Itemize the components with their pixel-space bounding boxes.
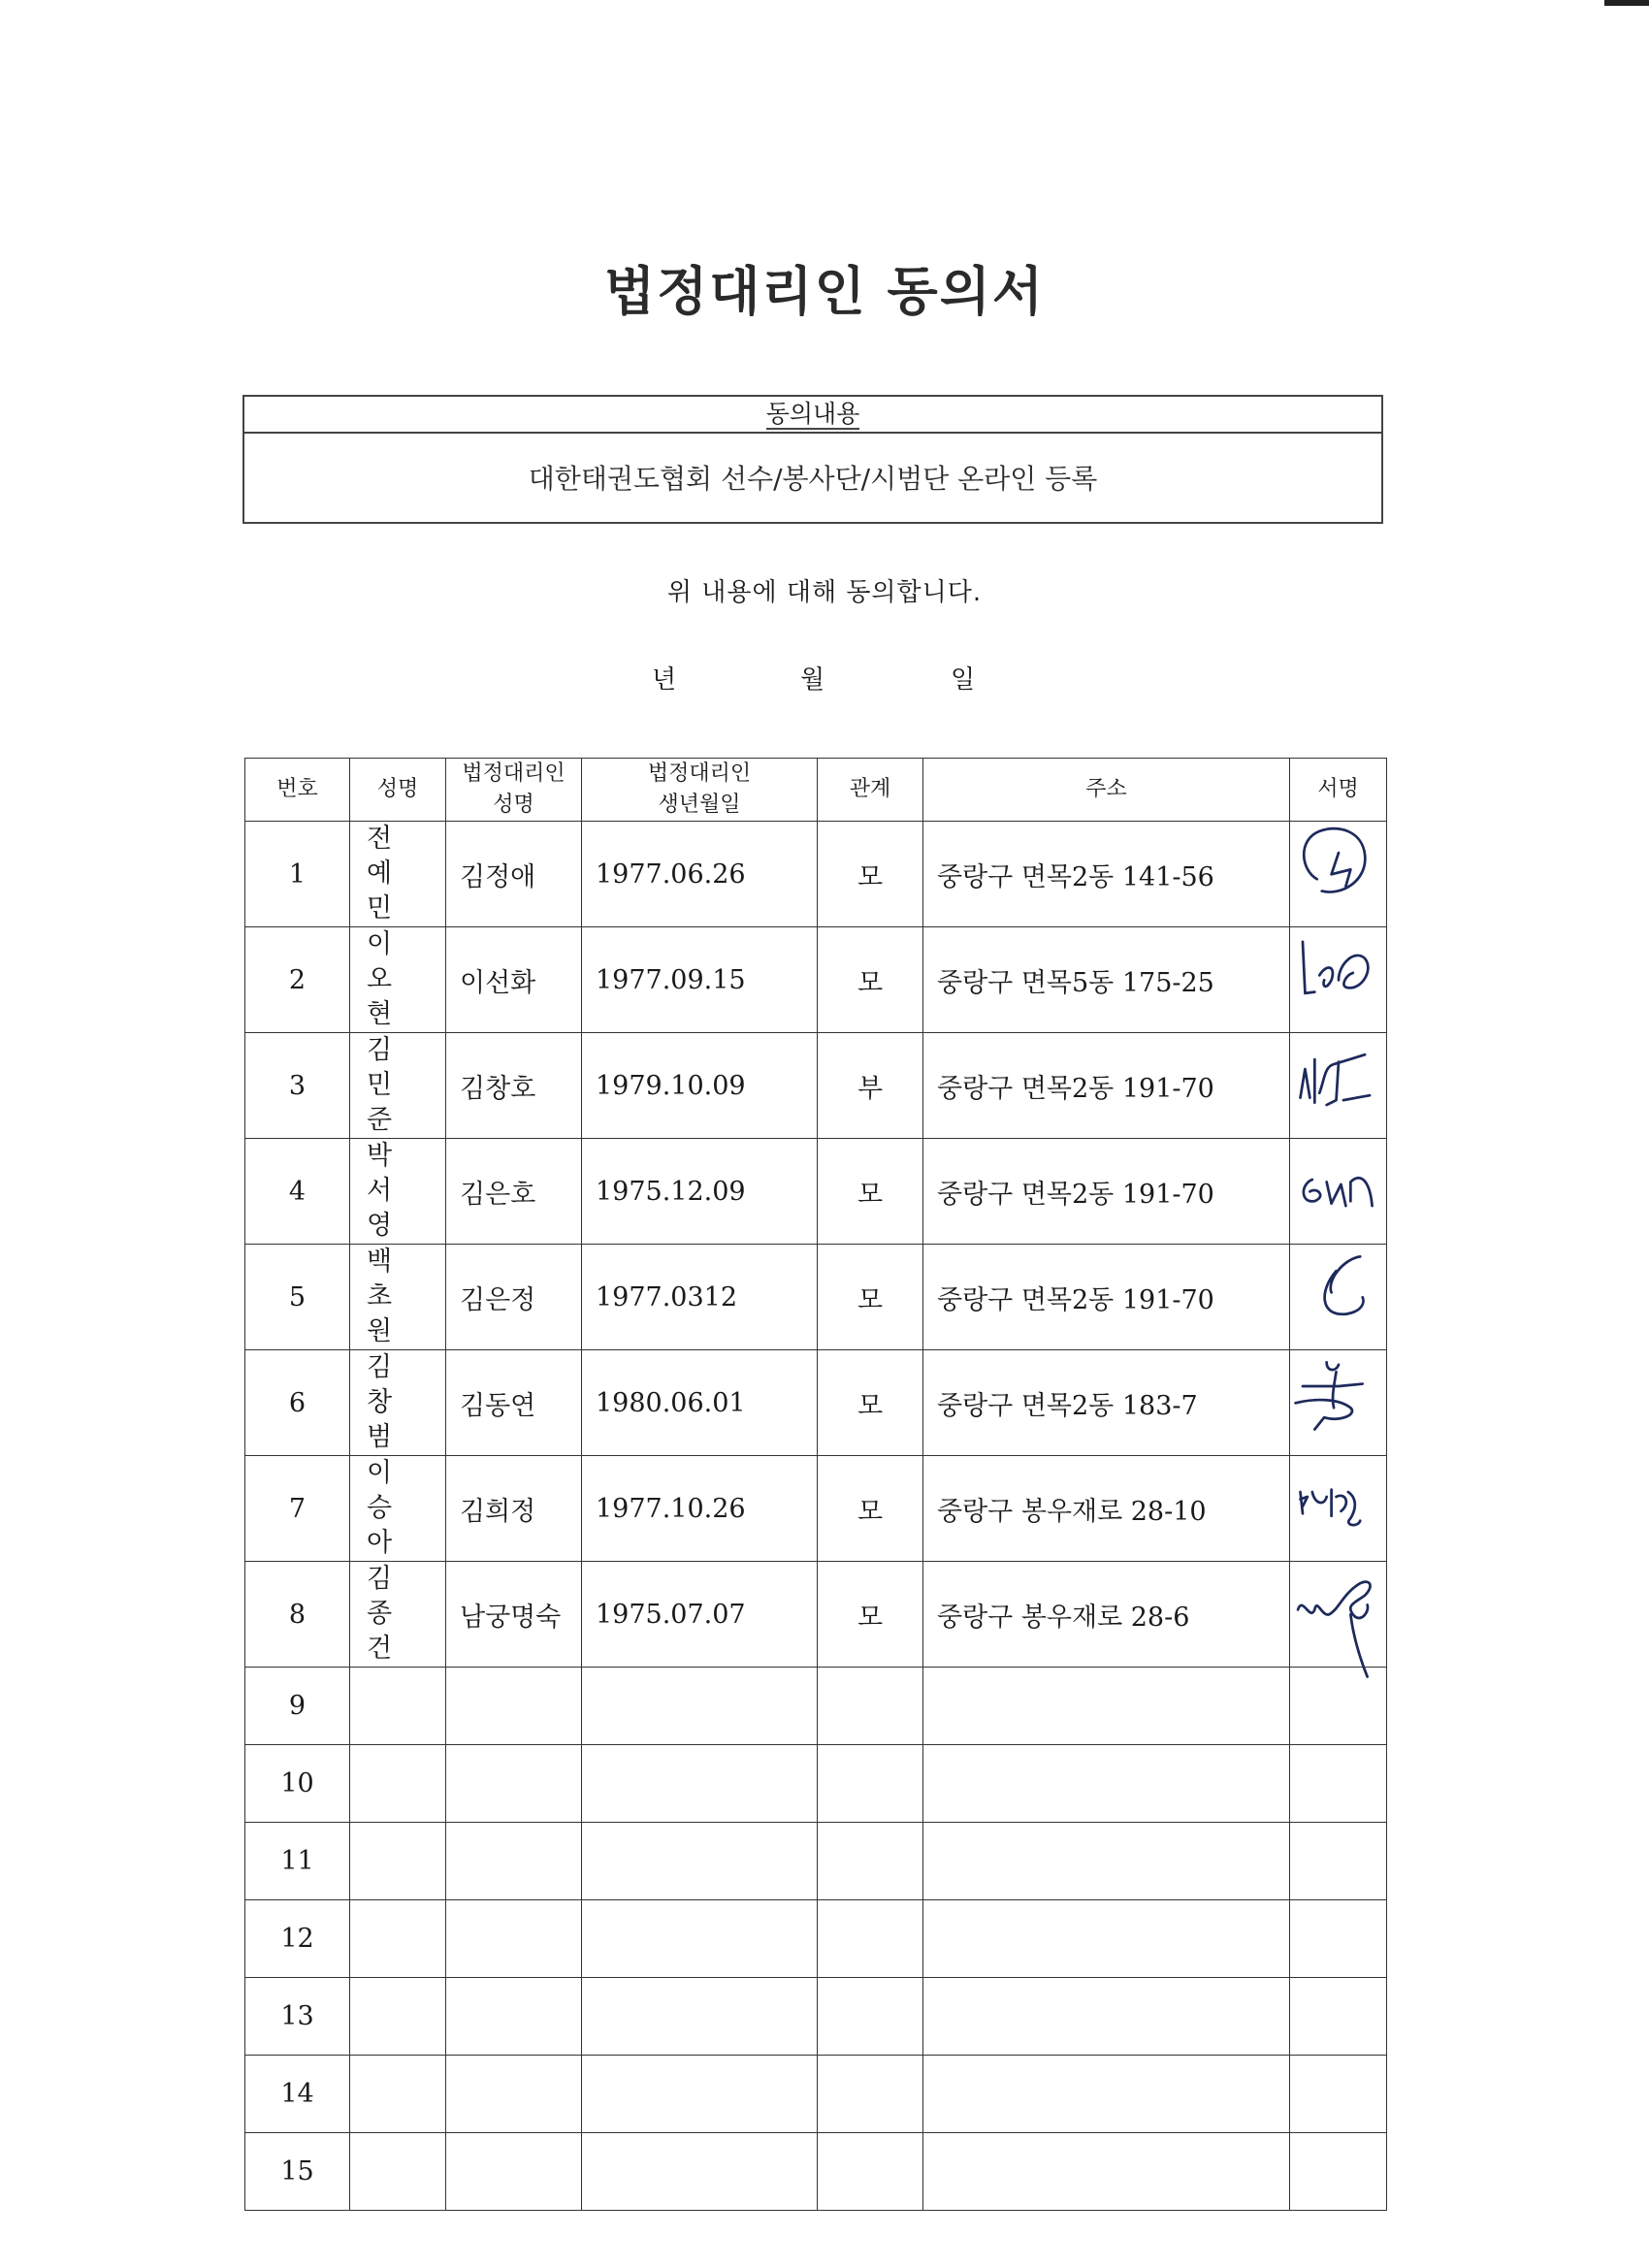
row-number: 13 — [245, 1978, 350, 2056]
row-name — [350, 1139, 446, 1245]
row-signature — [1290, 1978, 1387, 2056]
row-rep-birth — [582, 1823, 818, 1900]
row-address: 중랑구 면목5동 175-25 — [923, 927, 1290, 1033]
row-name — [350, 927, 446, 1033]
date-month-label: 월 — [800, 665, 825, 695]
table-row — [245, 822, 1387, 927]
handwritten-signature-icon — [1290, 1562, 1387, 1638]
table-row — [245, 1900, 1387, 1978]
consent-header-label: 동의내용 — [765, 400, 860, 428]
row-rep-name: 김은호 — [446, 1139, 582, 1245]
row-relation — [818, 1668, 923, 1745]
row-signature — [1290, 1350, 1387, 1456]
row-signature — [1290, 1245, 1387, 1350]
row-signature — [1290, 2133, 1387, 2211]
row-rep-name — [446, 2056, 582, 2133]
handwritten-signature-icon — [1290, 1350, 1387, 1427]
table-row — [245, 2133, 1387, 2211]
row-name-text: 김종건 — [367, 1564, 414, 1664]
row-name — [350, 1033, 446, 1139]
row-rep-birth: 1977.10.26 — [582, 1456, 818, 1562]
row-name — [350, 1668, 446, 1745]
row-address: 중랑구 면목2동 141-56 — [923, 822, 1290, 927]
row-signature — [1290, 1456, 1387, 1562]
handwritten-signature-icon — [1290, 1033, 1387, 1110]
row-signature — [1290, 2056, 1387, 2133]
row-address: 중랑구 면목2동 183-7 — [923, 1350, 1290, 1456]
table-header-row — [245, 759, 1387, 822]
row-relation: 모 — [818, 1350, 923, 1456]
row-signature — [1290, 1745, 1387, 1823]
header-rep-name: 법정대리인 성명 — [446, 759, 582, 822]
row-rep-name: 김희정 — [446, 1456, 582, 1562]
agree-statement: 위 내용에 대해 동의합니다. — [666, 578, 983, 607]
row-name — [350, 2056, 446, 2133]
guardian-table — [244, 758, 1387, 2211]
row-relation — [818, 2056, 923, 2133]
header-address: 주소 — [923, 759, 1290, 822]
row-number: 14 — [245, 2056, 350, 2133]
row-number: 6 — [245, 1350, 350, 1456]
handwritten-signature-icon — [1290, 927, 1387, 1004]
row-name — [350, 1562, 446, 1668]
table-row — [245, 1350, 1387, 1456]
row-rep-name: 이선화 — [446, 927, 582, 1033]
header-relation: 관계 — [818, 759, 923, 822]
row-rep-birth — [582, 1668, 818, 1745]
handwritten-signature-icon — [1290, 1456, 1387, 1533]
table-row — [245, 1562, 1387, 1668]
row-address — [923, 1668, 1290, 1745]
row-relation — [818, 1900, 923, 1978]
row-number: 3 — [245, 1033, 350, 1139]
row-rep-birth: 1975.07.07 — [582, 1562, 818, 1668]
row-signature — [1290, 1900, 1387, 1978]
row-number: 2 — [245, 927, 350, 1033]
row-rep-birth — [582, 1745, 818, 1823]
row-relation: 모 — [818, 1456, 923, 1562]
row-number: 11 — [245, 1823, 350, 1900]
row-rep-birth — [582, 1900, 818, 1978]
row-name-text: 김민준 — [367, 1035, 414, 1135]
row-name — [350, 1350, 446, 1456]
consent-header — [244, 397, 1381, 434]
row-name — [350, 2133, 446, 2211]
table-row — [245, 1033, 1387, 1139]
row-address: 중랑구 면목2동 191-70 — [923, 1139, 1290, 1245]
row-signature — [1290, 1562, 1387, 1668]
row-relation: 모 — [818, 822, 923, 927]
header-rep-birth: 법정대리인 생년월일 — [582, 759, 818, 822]
row-name — [350, 822, 446, 927]
handwritten-signature-icon — [1290, 1245, 1387, 1321]
row-signature — [1290, 1139, 1387, 1245]
row-relation: 모 — [818, 1562, 923, 1668]
row-address: 중랑구 봉우재로 28-6 — [923, 1562, 1290, 1668]
row-relation: 모 — [818, 927, 923, 1033]
row-address — [923, 2056, 1290, 2133]
row-address — [923, 2133, 1290, 2211]
row-rep-birth: 1980.06.01 — [582, 1350, 818, 1456]
date-day-label: 일 — [951, 665, 976, 695]
table-row — [245, 927, 1387, 1033]
table-row — [245, 1823, 1387, 1900]
header-number: 번호 — [245, 759, 350, 822]
row-rep-name — [446, 1900, 582, 1978]
table-row — [245, 1978, 1387, 2056]
row-rep-birth: 1977.06.26 — [582, 822, 818, 927]
row-signature — [1290, 927, 1387, 1033]
row-rep-birth — [582, 2056, 818, 2133]
row-name — [350, 1823, 446, 1900]
row-rep-name — [446, 1823, 582, 1900]
row-relation — [818, 2133, 923, 2211]
row-rep-birth — [582, 1978, 818, 2056]
handwritten-signature-icon — [1290, 822, 1387, 898]
row-name — [350, 1245, 446, 1350]
row-rep-name: 김동연 — [446, 1350, 582, 1456]
row-address: 중랑구 봉우재로 28-10 — [923, 1456, 1290, 1562]
row-relation: 모 — [818, 1245, 923, 1350]
row-name-text: 김창범 — [367, 1352, 414, 1452]
row-relation — [818, 1745, 923, 1823]
row-signature — [1290, 1823, 1387, 1900]
table-row — [245, 1456, 1387, 1562]
row-rep-name: 남궁명숙 — [446, 1562, 582, 1668]
row-number: 10 — [245, 1745, 350, 1823]
row-rep-birth: 1977.09.15 — [582, 927, 818, 1033]
row-rep-name: 김은정 — [446, 1245, 582, 1350]
row-signature — [1290, 822, 1387, 927]
date-year-label: 년 — [652, 665, 677, 695]
row-address — [923, 1978, 1290, 2056]
row-name — [350, 1456, 446, 1562]
row-address: 중랑구 면목2동 191-70 — [923, 1033, 1290, 1139]
row-rep-name: 김정애 — [446, 822, 582, 927]
header-name: 성명 — [350, 759, 446, 822]
row-relation: 모 — [818, 1139, 923, 1245]
row-address — [923, 1823, 1290, 1900]
row-name-text: 이오현 — [367, 929, 414, 1029]
row-signature — [1290, 1033, 1387, 1139]
row-name-text: 이승아 — [367, 1458, 414, 1558]
row-relation — [818, 1823, 923, 1900]
table-row — [245, 2056, 1387, 2133]
row-number: 15 — [245, 2133, 350, 2211]
row-signature — [1290, 1668, 1387, 1745]
row-name — [350, 1978, 446, 2056]
row-rep-birth: 1979.10.09 — [582, 1033, 818, 1139]
row-rep-birth: 1977.0312 — [582, 1245, 818, 1350]
document-title: 법정대리인 동의서 — [603, 260, 1046, 322]
row-rep-name — [446, 1978, 582, 2056]
row-name-text: 전예민 — [367, 824, 414, 923]
consent-text: 대한태권도협회 선수/봉사단/시범단 온라인 등록 — [528, 463, 1098, 495]
row-name — [350, 1900, 446, 1978]
row-rep-name — [446, 2133, 582, 2211]
row-rep-name — [446, 1668, 582, 1745]
scan-corner-mark — [1604, 0, 1649, 6]
row-rep-name — [446, 1745, 582, 1823]
row-number: 5 — [245, 1245, 350, 1350]
row-name-text: 백초원 — [367, 1247, 414, 1346]
row-relation: 부 — [818, 1033, 923, 1139]
row-relation — [818, 1978, 923, 2056]
row-name — [350, 1745, 446, 1823]
table-row — [245, 1245, 1387, 1350]
row-address — [923, 1745, 1290, 1823]
row-number: 8 — [245, 1562, 350, 1668]
table-row — [245, 1668, 1387, 1745]
consent-box — [242, 395, 1383, 524]
row-address: 중랑구 면목2동 191-70 — [923, 1245, 1290, 1350]
row-number: 12 — [245, 1900, 350, 1978]
table-row — [245, 1745, 1387, 1823]
handwritten-signature-icon — [1290, 1139, 1387, 1215]
row-number: 1 — [245, 822, 350, 927]
row-number: 7 — [245, 1456, 350, 1562]
table-body — [245, 822, 1387, 2211]
table-row — [245, 1139, 1387, 1245]
header-signature: 서명 — [1290, 759, 1387, 822]
row-rep-birth — [582, 2133, 818, 2211]
row-rep-name: 김창호 — [446, 1033, 582, 1139]
row-name-text: 박서영 — [367, 1141, 414, 1241]
row-number: 4 — [245, 1139, 350, 1245]
row-address — [923, 1900, 1290, 1978]
row-rep-birth: 1975.12.09 — [582, 1139, 818, 1245]
row-number: 9 — [245, 1668, 350, 1745]
